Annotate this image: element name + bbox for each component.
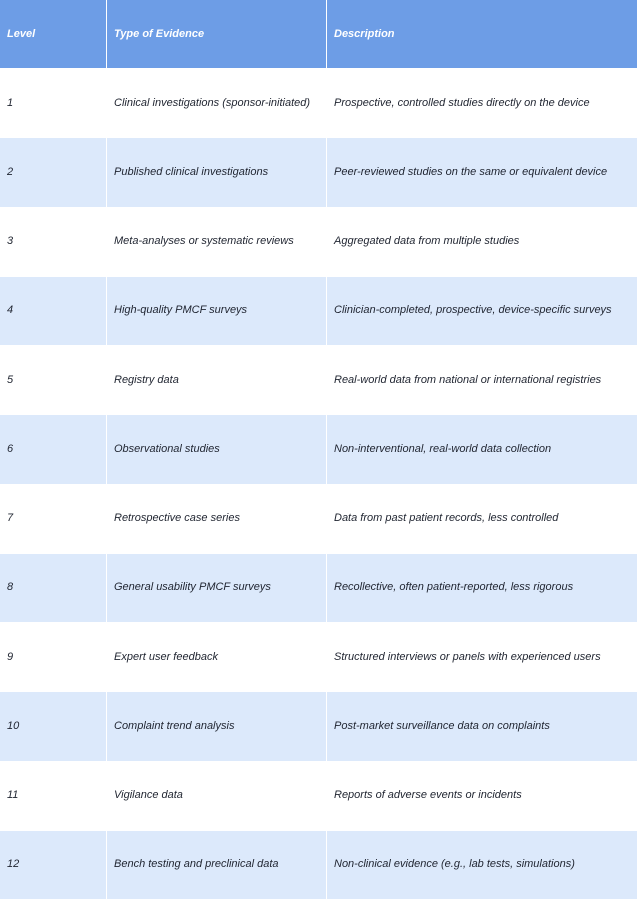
description-cell: Real-world data from national or international registries [327, 346, 637, 415]
evidence-type-cell: Complaint trend analysis [107, 692, 327, 761]
header-level: Level [0, 0, 107, 69]
evidence-type-cell: Bench testing and preclinical data [107, 831, 327, 900]
header-type-of-evidence: Type of Evidence [107, 0, 327, 69]
evidence-type-cell: General usability PMCF surveys [107, 554, 327, 623]
description-cell: Post-market surveillance data on complaints [327, 692, 637, 761]
level-cell: 2 [0, 138, 107, 207]
level-cell: 5 [0, 346, 107, 415]
description-cell: Recollective, often patient-reported, less rigorous [327, 554, 637, 623]
evidence-type-cell: Clinical investigations (sponsor-initiated) [107, 69, 327, 138]
evidence-type-cell: Expert user feedback [107, 623, 327, 692]
description-cell: Structured interviews or panels with experienced users [327, 623, 637, 692]
header-description: Description [327, 0, 637, 69]
description-cell: Prospective, controlled studies directly on the device [327, 69, 637, 138]
level-cell: 1 [0, 69, 107, 138]
level-cell: 7 [0, 485, 107, 554]
level-cell: 4 [0, 277, 107, 346]
level-cell: 12 [0, 831, 107, 900]
evidence-type-cell: Retrospective case series [107, 485, 327, 554]
level-cell: 3 [0, 208, 107, 277]
description-cell: Data from past patient records, less controlled [327, 485, 637, 554]
level-cell: 11 [0, 762, 107, 831]
level-cell: 9 [0, 623, 107, 692]
evidence-type-cell: Vigilance data [107, 762, 327, 831]
description-cell: Aggregated data from multiple studies [327, 208, 637, 277]
evidence-type-cell: Meta-analyses or systematic reviews [107, 208, 327, 277]
level-cell: 6 [0, 415, 107, 484]
description-cell: Clinician-completed, prospective, device-specific surveys [327, 277, 637, 346]
level-cell: 10 [0, 692, 107, 761]
level-cell: 8 [0, 554, 107, 623]
evidence-type-cell: Registry data [107, 346, 327, 415]
description-cell: Peer-reviewed studies on the same or equivalent device [327, 138, 637, 207]
evidence-type-cell: High-quality PMCF surveys [107, 277, 327, 346]
description-cell: Reports of adverse events or incidents [327, 762, 637, 831]
evidence-type-cell: Published clinical investigations [107, 138, 327, 207]
description-cell: Non-clinical evidence (e.g., lab tests, simulations) [327, 831, 637, 900]
evidence-type-cell: Observational studies [107, 415, 327, 484]
description-cell: Non-interventional, real-world data collection [327, 415, 637, 484]
